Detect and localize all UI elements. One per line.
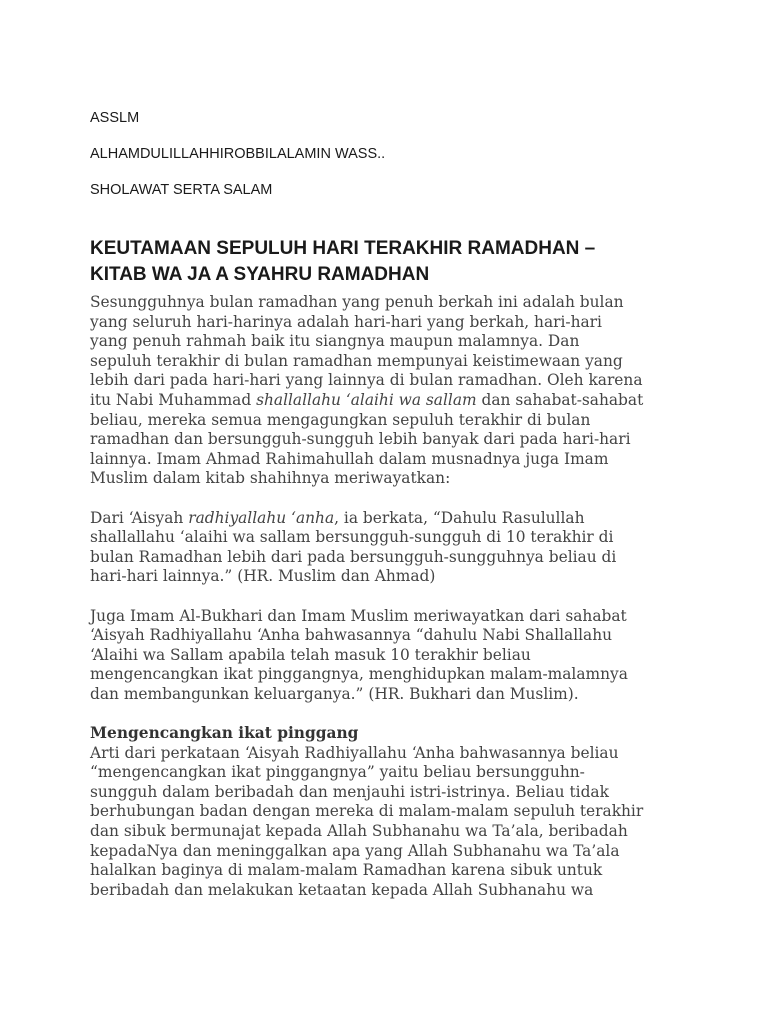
text-line: kepadaNya dan meninggalkan apa yang Allah Subhanahu wa Ta’ala bbox=[90, 841, 620, 860]
text-line: dan membangunkan keluarganya.” (HR. Bukhari dan Muslim). bbox=[90, 684, 579, 703]
text-line: lebih dari pada hari-hari yang lainnya di bulan ramadhan. Oleh karena bbox=[90, 371, 643, 390]
text-line: Dari ‘Aisyah bbox=[90, 508, 189, 527]
text-line: dan sibuk bermunajat kepada Allah Subhanahu wa Ta’ala, beribadah bbox=[90, 822, 628, 841]
paragraph bbox=[90, 724, 690, 900]
italic-text: shallallahu ‘alaihi wa sallam bbox=[256, 390, 477, 409]
document-page bbox=[90, 108, 690, 900]
text-line: ramadhan dan bersungguh-sungguh lebih banyak dari pada hari-hari bbox=[90, 430, 631, 449]
text-line: dan sahabat-sahabat bbox=[476, 390, 644, 409]
text-line: sungguh dalam beribadah dan menjauhi istri-istrinya. Beliau tidak bbox=[90, 782, 609, 801]
paragraph bbox=[90, 293, 690, 489]
article-title-line: KEUTAMAAN SEPULUH HARI TERAKHIR RAMADHAN – bbox=[90, 238, 596, 259]
text-line: bulan Ramadhan lebih dari pada bersungguh-sungguhnya beliau di bbox=[90, 547, 617, 566]
text-line: ‘Alaihi wa Sallam apabila telah masuk 10 terakhir beliau bbox=[90, 645, 531, 664]
text-line: beribadah dan melakukan ketaatan kepada Allah Subhanahu wa bbox=[90, 880, 594, 899]
article-title-line: KITAB WA JA A SYAHRU RAMADHAN bbox=[90, 264, 430, 285]
paragraph bbox=[90, 509, 690, 587]
text-line: halalkan baginya di malam-malam Ramadhan karena sibuk untuk bbox=[90, 861, 603, 880]
text-line: yang seluruh hari-harinya adalah hari-hari yang berkah, hari-hari bbox=[90, 312, 602, 331]
paragraph bbox=[90, 607, 690, 705]
article-title bbox=[90, 236, 690, 288]
section-subheading: Mengencangkan ikat pinggang bbox=[90, 724, 359, 743]
italic-text: radhiyallahu ‘anha bbox=[188, 508, 335, 527]
text-line: mengencangkan ikat pinggangnya, menghidupkan malam-malamnya bbox=[90, 665, 628, 684]
text-line: hari-hari lainnya.” (HR. Muslim dan Ahmad) bbox=[90, 567, 436, 586]
greeting-line: ALHAMDULILLAHHIROBBILALAMIN WASS.. bbox=[90, 146, 386, 162]
text-line: Juga Imam Al-Bukhari dan Imam Muslim meriwayatkan dari sahabat bbox=[90, 606, 627, 625]
text-line: Muslim dalam kitab shahihnya meriwayatkan: bbox=[90, 469, 451, 488]
text-line: lainnya. Imam Ahmad Rahimahullah dalam musnadnya juga Imam bbox=[90, 449, 609, 468]
text-line: itu Nabi Muhammad bbox=[90, 390, 257, 409]
text-line: yang penuh rahmah baik itu siangnya maupun malamnya. Dan bbox=[90, 332, 580, 351]
text-line: Sesungguhnya bulan ramadhan yang penuh berkah ini adalah bulan bbox=[90, 293, 624, 311]
text-line: , ia berkata, “Dahulu Rasulullah bbox=[334, 508, 585, 527]
text-line: beliau, mereka semua mengagungkan sepuluh terakhir di bulan bbox=[90, 410, 591, 429]
greeting-line: ASSLM bbox=[90, 110, 140, 126]
text-line: berhubungan badan dengan mereka di malam-malam sepuluh terakhir bbox=[90, 802, 644, 821]
greeting-line: SHOLAWAT SERTA SALAM bbox=[90, 182, 273, 198]
text-line: Arti dari perkataan ‘Aisyah Radhiyallahu ‘Anha bahwasannya beliau bbox=[90, 743, 619, 762]
text-line: ‘Aisyah Radhiyallahu ‘Anha bahwasannya “dahulu Nabi Shallallahu bbox=[90, 626, 613, 645]
text-line: shallallahu ‘alaihi wa sallam bersungguh-sungguh di 10 terakhir di bbox=[90, 528, 614, 547]
article-body bbox=[90, 293, 690, 900]
text-line: sepuluh terakhir di bulan ramadhan mempunyai keistimewaan yang bbox=[90, 351, 623, 370]
text-line: “mengencangkan ikat pinggangnya” yaitu beliau bersungguhn- bbox=[90, 763, 585, 782]
